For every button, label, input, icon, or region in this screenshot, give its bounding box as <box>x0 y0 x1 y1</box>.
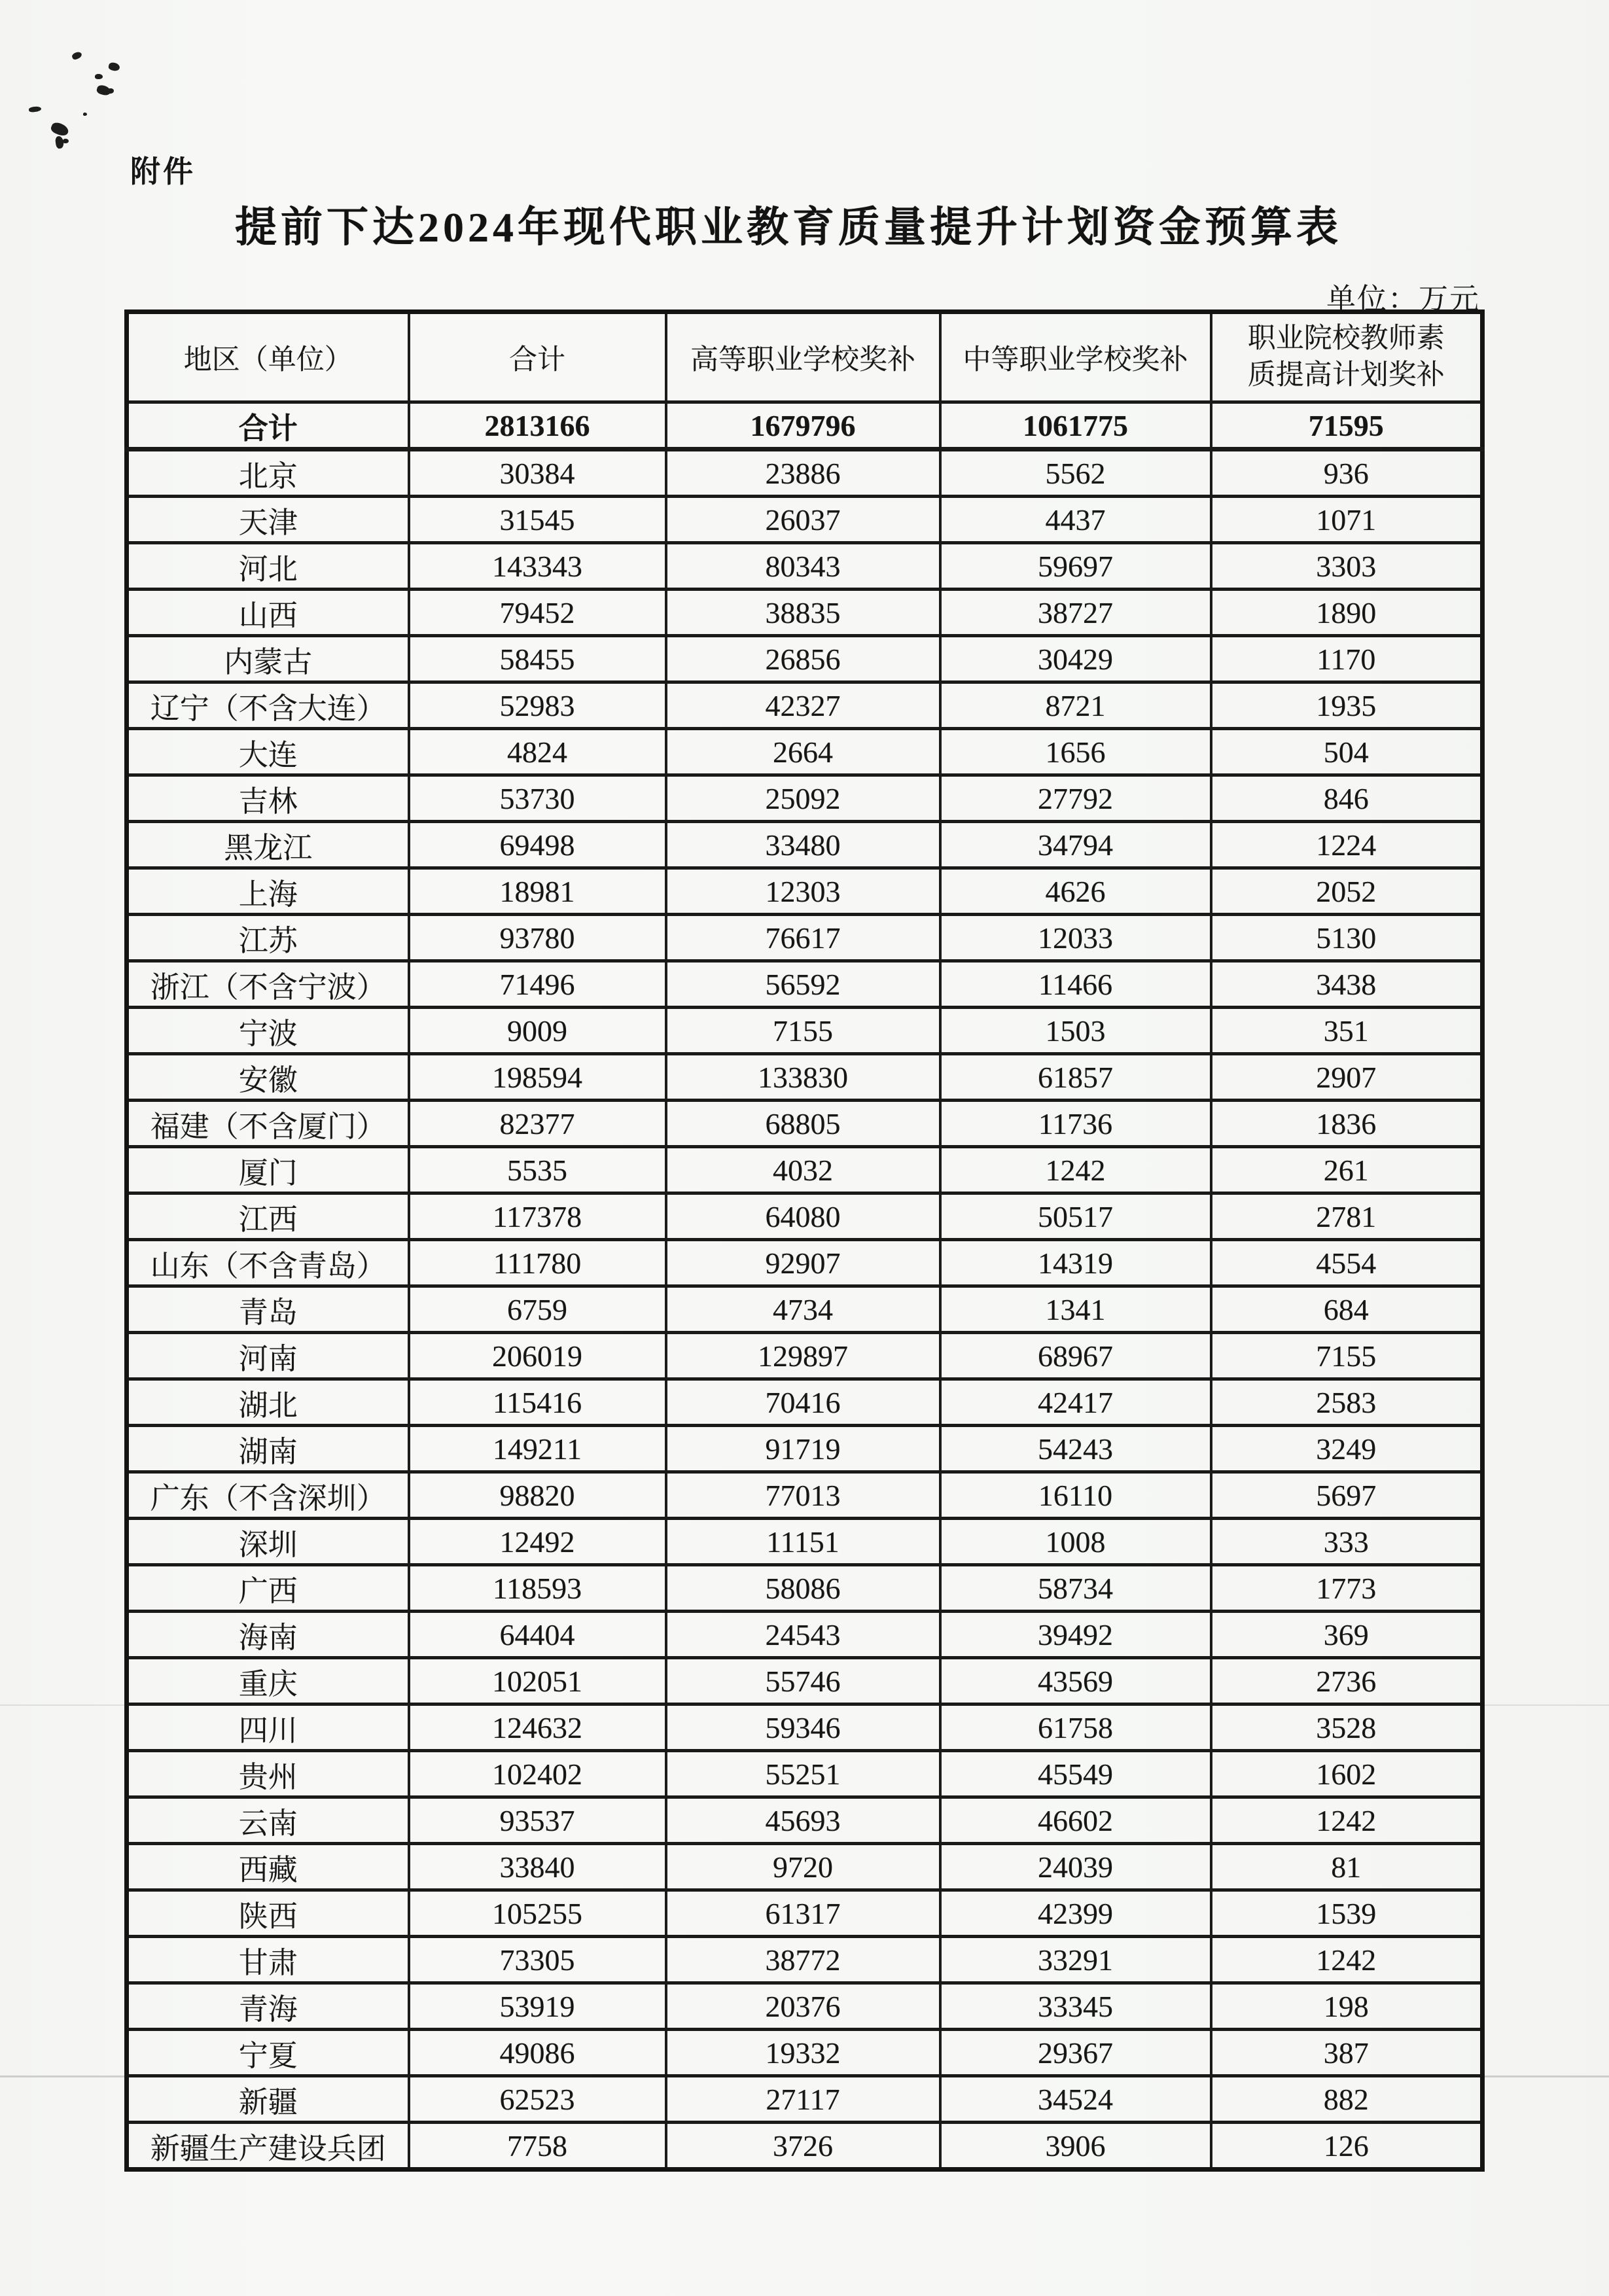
value-cell: 369 <box>1211 1612 1483 1658</box>
value-cell: 1656 <box>940 729 1211 775</box>
ink-speck <box>107 88 114 94</box>
value-cell: 4734 <box>666 1286 940 1333</box>
region-row <box>127 450 1483 497</box>
value-cell: 12033 <box>940 915 1211 961</box>
value-cell: 64404 <box>409 1612 666 1658</box>
value-cell: 33345 <box>940 1983 1211 2030</box>
column-header-higher-vocational <box>666 312 940 402</box>
region-row <box>127 1519 1483 1565</box>
region-row <box>127 1658 1483 1704</box>
region-label-cell: 北京 <box>127 450 409 497</box>
value-cell: 19332 <box>666 2030 940 2076</box>
value-cell: 5130 <box>1211 915 1483 961</box>
value-cell: 102402 <box>409 1751 666 1797</box>
value-cell: 198594 <box>409 1054 666 1101</box>
region-row <box>127 1426 1483 1472</box>
region-label-cell: 重庆 <box>127 1658 409 1704</box>
region-row <box>127 775 1483 822</box>
value-cell: 111780 <box>409 1240 666 1286</box>
region-row <box>127 590 1483 636</box>
value-cell: 45549 <box>940 1751 1211 1797</box>
value-cell: 38835 <box>666 590 940 636</box>
value-cell: 351 <box>1211 1008 1483 1054</box>
ink-speck <box>50 121 70 138</box>
value-cell: 1679796 <box>666 402 940 450</box>
region-row <box>127 1101 1483 1147</box>
value-cell: 5535 <box>409 1147 666 1193</box>
value-cell: 1061775 <box>940 402 1211 450</box>
value-cell: 4626 <box>940 868 1211 915</box>
value-cell: 1602 <box>1211 1751 1483 1797</box>
value-cell: 387 <box>1211 2030 1483 2076</box>
region-row <box>127 1286 1483 1333</box>
value-cell: 27792 <box>940 775 1211 822</box>
region-row <box>127 1147 1483 1193</box>
value-cell: 58734 <box>940 1565 1211 1612</box>
value-cell: 61317 <box>666 1890 940 1937</box>
header-row <box>127 312 1483 402</box>
value-cell: 5562 <box>940 450 1211 497</box>
region-label-cell: 内蒙古 <box>127 636 409 682</box>
value-cell: 33840 <box>409 1844 666 1890</box>
region-label-cell: 厦门 <box>127 1147 409 1193</box>
region-row <box>127 1008 1483 1054</box>
region-row <box>127 682 1483 729</box>
region-row <box>127 2030 1483 2076</box>
region-label-cell: 湖北 <box>127 1379 409 1426</box>
value-cell: 26856 <box>666 636 940 682</box>
value-cell: 14319 <box>940 1240 1211 1286</box>
region-row <box>127 1844 1483 1890</box>
region-label-cell: 四川 <box>127 1704 409 1751</box>
value-cell: 198 <box>1211 1983 1483 2030</box>
region-row <box>127 1890 1483 1937</box>
region-label-cell: 广西 <box>127 1565 409 1612</box>
region-row <box>127 1054 1483 1101</box>
value-cell: 1890 <box>1211 590 1483 636</box>
region-row <box>127 1193 1483 1240</box>
ink-speck <box>95 74 103 79</box>
region-row <box>127 868 1483 915</box>
column-header-label: 地区（单位） <box>183 344 353 376</box>
value-cell: 49086 <box>409 2030 666 2076</box>
value-cell: 27117 <box>666 2076 940 2123</box>
value-cell: 55251 <box>666 1751 940 1797</box>
region-row <box>127 1612 1483 1658</box>
budget-table-body <box>127 402 1483 2170</box>
region-row <box>127 497 1483 543</box>
value-cell: 7155 <box>666 1008 940 1054</box>
region-label-cell: 浙江（不含宁波） <box>127 961 409 1008</box>
value-cell: 333 <box>1211 1519 1483 1565</box>
column-header-total <box>409 312 666 402</box>
value-cell: 126 <box>1211 2123 1483 2170</box>
value-cell: 43569 <box>940 1658 1211 1704</box>
value-cell: 23886 <box>666 450 940 497</box>
value-cell: 73305 <box>409 1937 666 1983</box>
value-cell: 29367 <box>940 2030 1211 2076</box>
value-cell: 1539 <box>1211 1890 1483 1937</box>
value-cell: 1836 <box>1211 1101 1483 1147</box>
value-cell: 58086 <box>666 1565 940 1612</box>
region-row <box>127 2076 1483 2123</box>
region-label-cell: 深圳 <box>127 1519 409 1565</box>
value-cell: 12303 <box>666 868 940 915</box>
value-cell: 24543 <box>666 1612 940 1658</box>
region-row <box>127 1565 1483 1612</box>
value-cell: 1224 <box>1211 822 1483 868</box>
value-cell: 2583 <box>1211 1379 1483 1426</box>
value-cell: 149211 <box>409 1426 666 1472</box>
value-cell: 1773 <box>1211 1565 1483 1612</box>
region-row <box>127 2123 1483 2170</box>
value-cell: 25092 <box>666 775 940 822</box>
region-label-cell: 河南 <box>127 1333 409 1379</box>
value-cell: 77013 <box>666 1472 940 1519</box>
value-cell: 4824 <box>409 729 666 775</box>
column-header-label: 高等职业学校奖补 <box>690 344 915 376</box>
region-label-cell: 甘肃 <box>127 1937 409 1983</box>
region-label-cell: 上海 <box>127 868 409 915</box>
value-cell: 2736 <box>1211 1658 1483 1704</box>
value-cell: 9720 <box>666 1844 940 1890</box>
value-cell: 6759 <box>409 1286 666 1333</box>
value-cell: 61857 <box>940 1054 1211 1101</box>
value-cell: 53919 <box>409 1983 666 2030</box>
value-cell: 3303 <box>1211 543 1483 590</box>
region-row <box>127 1937 1483 1983</box>
total-row <box>127 402 1483 450</box>
value-cell: 79452 <box>409 590 666 636</box>
value-cell: 105255 <box>409 1890 666 1937</box>
value-cell: 2052 <box>1211 868 1483 915</box>
value-cell: 2664 <box>666 729 940 775</box>
attachment-label: 附件 <box>130 154 196 188</box>
value-cell: 58455 <box>409 636 666 682</box>
value-cell: 1935 <box>1211 682 1483 729</box>
value-cell: 2907 <box>1211 1054 1483 1101</box>
ink-speck <box>29 106 42 113</box>
value-cell: 70416 <box>666 1379 940 1426</box>
value-cell: 76617 <box>666 915 940 961</box>
value-cell: 133830 <box>666 1054 940 1101</box>
value-cell: 42399 <box>940 1890 1211 1937</box>
region-label-cell: 黑龙江 <box>127 822 409 868</box>
value-cell: 69498 <box>409 822 666 868</box>
column-header-label: 合计 <box>509 344 565 376</box>
ink-speck <box>83 113 87 116</box>
value-cell: 80343 <box>666 543 940 590</box>
unit-note: 单位：万元 <box>1326 283 1480 315</box>
region-label-cell: 陕西 <box>127 1890 409 1937</box>
value-cell: 1071 <box>1211 497 1483 543</box>
region-row <box>127 822 1483 868</box>
region-label-cell: 宁波 <box>127 1008 409 1054</box>
value-cell: 9009 <box>409 1008 666 1054</box>
value-cell: 143343 <box>409 543 666 590</box>
region-row <box>127 961 1483 1008</box>
value-cell: 92907 <box>666 1240 940 1286</box>
value-cell: 82377 <box>409 1101 666 1147</box>
region-label-cell: 青海 <box>127 1983 409 2030</box>
value-cell: 30384 <box>409 450 666 497</box>
value-cell: 38727 <box>940 590 1211 636</box>
value-cell: 56592 <box>666 961 940 1008</box>
value-cell: 24039 <box>940 1844 1211 1890</box>
region-row <box>127 1797 1483 1844</box>
value-cell: 4032 <box>666 1147 940 1193</box>
value-cell: 91719 <box>666 1426 940 1472</box>
value-cell: 62523 <box>409 2076 666 2123</box>
value-cell: 129897 <box>666 1333 940 1379</box>
region-label-cell: 河北 <box>127 543 409 590</box>
value-cell: 71595 <box>1211 402 1483 450</box>
value-cell: 18981 <box>409 868 666 915</box>
value-cell: 33291 <box>940 1937 1211 1983</box>
value-cell: 3249 <box>1211 1426 1483 1472</box>
value-cell: 1008 <box>940 1519 1211 1565</box>
value-cell: 11151 <box>666 1519 940 1565</box>
region-row <box>127 1240 1483 1286</box>
value-cell: 504 <box>1211 729 1483 775</box>
value-cell: 11466 <box>940 961 1211 1008</box>
region-label-cell: 云南 <box>127 1797 409 1844</box>
region-row <box>127 1983 1483 2030</box>
value-cell: 3906 <box>940 2123 1211 2170</box>
region-row <box>127 1472 1483 1519</box>
value-cell: 26037 <box>666 497 940 543</box>
value-cell: 882 <box>1211 2076 1483 2123</box>
value-cell: 68805 <box>666 1101 940 1147</box>
value-cell: 42327 <box>666 682 940 729</box>
value-cell: 1503 <box>940 1008 1211 1054</box>
value-cell: 4437 <box>940 497 1211 543</box>
value-cell: 8721 <box>940 682 1211 729</box>
budget-table <box>124 309 1485 2172</box>
value-cell: 684 <box>1211 1286 1483 1333</box>
region-label-cell: 合计 <box>127 402 409 450</box>
region-label-cell: 青岛 <box>127 1286 409 1333</box>
value-cell: 50517 <box>940 1193 1211 1240</box>
value-cell: 42417 <box>940 1379 1211 1426</box>
region-row <box>127 543 1483 590</box>
value-cell: 59697 <box>940 543 1211 590</box>
value-cell: 3528 <box>1211 1704 1483 1751</box>
value-cell: 7758 <box>409 2123 666 2170</box>
region-label-cell: 山东（不含青岛） <box>127 1240 409 1286</box>
region-label-cell: 贵州 <box>127 1751 409 1797</box>
value-cell: 5697 <box>1211 1472 1483 1519</box>
value-cell: 206019 <box>409 1333 666 1379</box>
region-row <box>127 915 1483 961</box>
document-title: 提前下达2024年现代职业教育质量提升计划资金预算表 <box>235 204 1342 251</box>
region-label-cell: 新疆生产建设兵团 <box>127 2123 409 2170</box>
region-label-cell: 福建（不含厦门） <box>127 1101 409 1147</box>
value-cell: 1242 <box>1211 1937 1483 1983</box>
column-header-region <box>127 312 409 402</box>
region-row <box>127 1333 1483 1379</box>
region-row <box>127 1379 1483 1426</box>
value-cell: 16110 <box>940 1472 1211 1519</box>
value-cell: 2813166 <box>409 402 666 450</box>
value-cell: 7155 <box>1211 1333 1483 1379</box>
value-cell: 846 <box>1211 775 1483 822</box>
region-label-cell: 湖南 <box>127 1426 409 1472</box>
region-label-cell: 广东（不含深圳） <box>127 1472 409 1519</box>
value-cell: 53730 <box>409 775 666 822</box>
region-label-cell: 江苏 <box>127 915 409 961</box>
region-label-cell: 宁夏 <box>127 2030 409 2076</box>
value-cell: 93780 <box>409 915 666 961</box>
value-cell: 936 <box>1211 450 1483 497</box>
value-cell: 34794 <box>940 822 1211 868</box>
value-cell: 52983 <box>409 682 666 729</box>
value-cell: 117378 <box>409 1193 666 1240</box>
scan-artifact-line <box>1480 1704 1609 1706</box>
value-cell: 81 <box>1211 1844 1483 1890</box>
value-cell: 31545 <box>409 497 666 543</box>
region-label-cell: 安徽 <box>127 1054 409 1101</box>
value-cell: 118593 <box>409 1565 666 1612</box>
value-cell: 33480 <box>666 822 940 868</box>
scan-artifact-line <box>0 1704 124 1706</box>
region-label-cell: 西藏 <box>127 1844 409 1890</box>
value-cell: 261 <box>1211 1147 1483 1193</box>
value-cell: 1170 <box>1211 636 1483 682</box>
region-label-cell: 海南 <box>127 1612 409 1658</box>
value-cell: 39492 <box>940 1612 1211 1658</box>
value-cell: 4554 <box>1211 1240 1483 1286</box>
value-cell: 55746 <box>666 1658 940 1704</box>
ink-speck <box>63 139 69 143</box>
column-header-teacher-quality <box>1211 312 1483 402</box>
value-cell: 12492 <box>409 1519 666 1565</box>
column-header-label: 职业院校教师素质提高计划奖补 <box>1247 323 1445 391</box>
region-label-cell: 山西 <box>127 590 409 636</box>
value-cell: 124632 <box>409 1704 666 1751</box>
value-cell: 64080 <box>666 1193 940 1240</box>
ink-speck <box>108 62 120 71</box>
value-cell: 45693 <box>666 1797 940 1844</box>
value-cell: 20376 <box>666 1983 940 2030</box>
region-label-cell: 吉林 <box>127 775 409 822</box>
column-header-label: 中等职业学校奖补 <box>963 344 1188 376</box>
value-cell: 98820 <box>409 1472 666 1519</box>
region-label-cell: 大连 <box>127 729 409 775</box>
value-cell: 30429 <box>940 636 1211 682</box>
value-cell: 1341 <box>940 1286 1211 1333</box>
value-cell: 3438 <box>1211 961 1483 1008</box>
value-cell: 11736 <box>940 1101 1211 1147</box>
value-cell: 54243 <box>940 1426 1211 1472</box>
value-cell: 102051 <box>409 1658 666 1704</box>
region-row <box>127 729 1483 775</box>
region-row <box>127 636 1483 682</box>
value-cell: 1242 <box>1211 1797 1483 1844</box>
value-cell: 3726 <box>666 2123 940 2170</box>
region-label-cell: 新疆 <box>127 2076 409 2123</box>
region-label-cell: 江西 <box>127 1193 409 1240</box>
region-label-cell: 天津 <box>127 497 409 543</box>
value-cell: 2781 <box>1211 1193 1483 1240</box>
value-cell: 115416 <box>409 1379 666 1426</box>
value-cell: 34524 <box>940 2076 1211 2123</box>
value-cell: 61758 <box>940 1704 1211 1751</box>
value-cell: 59346 <box>666 1704 940 1751</box>
column-header-secondary-vocational <box>940 312 1211 402</box>
region-row <box>127 1751 1483 1797</box>
region-row <box>127 1704 1483 1751</box>
value-cell: 68967 <box>940 1333 1211 1379</box>
ink-speck <box>71 50 83 60</box>
value-cell: 1242 <box>940 1147 1211 1193</box>
value-cell: 71496 <box>409 961 666 1008</box>
value-cell: 93537 <box>409 1797 666 1844</box>
value-cell: 46602 <box>940 1797 1211 1844</box>
region-label-cell: 辽宁（不含大连） <box>127 682 409 729</box>
value-cell: 38772 <box>666 1937 940 1983</box>
